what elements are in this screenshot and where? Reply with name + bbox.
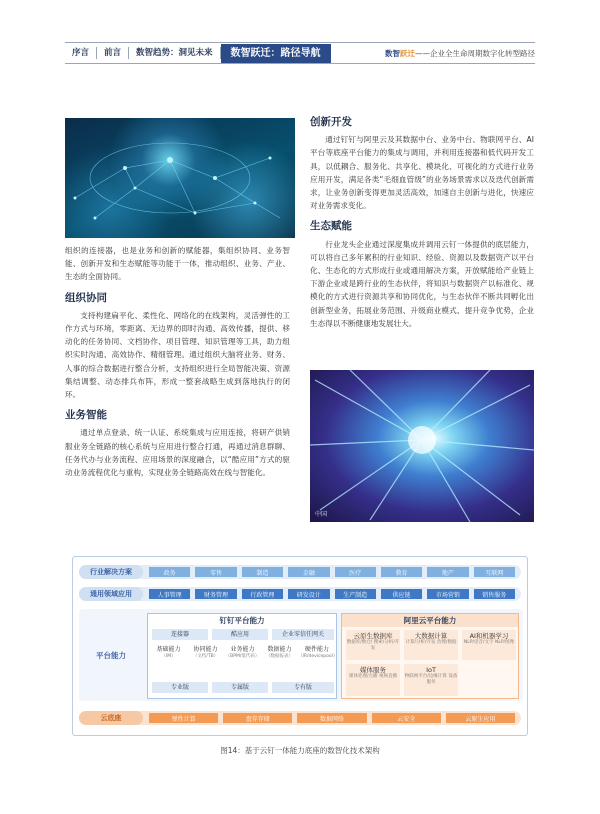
app-tag: 研发设计 bbox=[288, 589, 329, 599]
media-service-box: 媒体服务 媒体处理/点播 视频直播 bbox=[346, 664, 400, 696]
general-apps-label: 通用领域应用 bbox=[79, 587, 143, 601]
industry-tag: 医疗 bbox=[335, 567, 376, 577]
data-tunnel-image bbox=[310, 370, 534, 522]
app-tag: 销售服务 bbox=[474, 589, 515, 599]
big-data-box: 大数据计算 计算/分析/开发 治理/数据 bbox=[404, 630, 458, 660]
figure-caption: 图14：基于云钉一体能力底座的数智化技术架构 bbox=[220, 746, 380, 755]
app-tag: 生产制造 bbox=[335, 589, 376, 599]
app-tag: 财务管理 bbox=[195, 589, 236, 599]
business-intel-paragraph: 通过单点登录、统一认证、系统集成与应用连接，将研产供销服业务全链路的核心系统与应用进行整合打通，再通过消息群聊、任务代办与业务流程、应用场景的深度融合，以“酷应用”方式的驱动业务流程优化与重构，实现业务全链路高效在线与智能化。 bbox=[65, 428, 290, 478]
architecture-diagram bbox=[72, 556, 528, 736]
app-tag: 供应链 bbox=[381, 589, 422, 599]
cloud-native-db-box: 云原生数据库 数据库/数仓/ 搜索/分析/开发 bbox=[346, 630, 400, 660]
org-collab-paragraph: 支持构建扁平化、柔性化、网络化的在线架构，灵活弹性的工作方式与环境，零距离、无边界的即时沟通、高效传播，提供、移动化的任务协同、文档协作、项目管理、知识管理等工具，助力组织实时沟通、高效协作、精细管理。通过组织大脑将业务、财务、人事的综合数据进行整合分析，支持组织进行全局智能决策、资源集结调整、动态排兵布阵，形成一整套战略生成到落地执行的闭环。 bbox=[65, 310, 290, 400]
image-watermark: 中国 bbox=[315, 511, 328, 518]
cloud-base-tag: 云安全 bbox=[372, 713, 441, 723]
left-column bbox=[65, 244, 290, 479]
industry-solutions-label: 行业解决方案 bbox=[79, 565, 143, 579]
industry-solutions-row bbox=[79, 565, 521, 579]
collab-capability-cell: 协同能力 （文档/TB） bbox=[192, 646, 219, 659]
heading-ecosystem: 生态赋能 bbox=[310, 220, 352, 233]
industry-tag: 互联网 bbox=[474, 567, 515, 577]
edition-private: 专有版 bbox=[272, 682, 334, 693]
connector-cell: 连接器 bbox=[152, 629, 208, 640]
innovation-paragraph: 通过钉钉与阿里云及其数据中台、业务中台、物联网平台、AI平台等底座平台能力的集成与调用，并利用连接器和低代码开发工具，以低耦合、服务化、共享化、模块化、可视化的方式进行业务应用开发，满足各类“毛细血管级”的业务场景需求以及迭代创新需求，让业务创新变得更加灵活高效，加速自主创新与进化，快速应对业务需求变化。 bbox=[310, 135, 534, 211]
cloud-base-tag: 数据网络 bbox=[297, 713, 366, 723]
business-capability-cell: 业务能力 （BPM/低代码） bbox=[225, 646, 260, 659]
tab-preface[interactable]: 序言 bbox=[65, 47, 97, 59]
ai-ml-box: AI和机器学习 NLP/语音/文字 NLP/图像 bbox=[462, 630, 516, 660]
hardware-capability-cell: 硬件能力 （IR/devicepool） bbox=[298, 646, 338, 659]
tab-foreword[interactable]: 前言 bbox=[97, 47, 129, 59]
industry-tag: 地产 bbox=[427, 567, 468, 577]
intro-paragraph: 组织的连接器，也是业务和创新的赋能器，集组织协同、业务智能、创新开发和生态赋能等功能于一体，推动组织、业务、产业、生态的全面协同。 bbox=[65, 246, 290, 282]
app-tag: 行政管理 bbox=[242, 589, 283, 599]
aliyun-platform-box bbox=[341, 613, 519, 699]
tab-current-chapter[interactable]: 数智跃迁：路径导航 bbox=[221, 44, 331, 63]
industry-tag: 零售 bbox=[195, 567, 236, 577]
heading-business-intel: 业务智能 bbox=[65, 409, 107, 422]
data-capability-cell: 数据能力 （数据报表） bbox=[266, 646, 293, 659]
iot-box: IoT 物联网平台/边缘计算 设备服务 bbox=[404, 664, 458, 696]
cloud-base-tag: 云原生应用 bbox=[446, 713, 515, 723]
industry-tag: 金融 bbox=[288, 567, 329, 577]
general-apps-row bbox=[79, 587, 521, 601]
cloud-base-tag: 盘存存储 bbox=[223, 713, 292, 723]
ecosystem-paragraph: 行业龙头企业通过深度集成并调用云钉一体提供的底层能力，可以将自己多年累积的行业知识、经验、资源以及数据资产以平台化、生态化的方式形成行业或通用解决方案，开放赋能给产业链上下游企业或是跨行业的生态伙伴，将知识与数据资产以标准化、规模化的方式进行资源共享和协同优化，与生态伙伴不断共同孵化出创新型业务，拓展业务范围、升级商业模式、提升竞争优势，企业生态得以不断健康地发展壮大。 bbox=[310, 239, 534, 328]
book-title: 数智跃迁——企业全生命周期数字化转型路径 bbox=[385, 48, 535, 58]
platform-capabilities bbox=[79, 609, 523, 701]
app-tag: 人事管理 bbox=[149, 589, 190, 599]
dingtalk-title: 钉钉平台能力 bbox=[219, 616, 265, 625]
right-column bbox=[310, 116, 534, 330]
zero-trust-cell: 企业零信任网关 bbox=[272, 629, 334, 640]
cloud-base-row bbox=[79, 711, 521, 725]
aliyun-title: 阿里云平台能力 bbox=[342, 614, 518, 627]
edition-exclusive: 专属版 bbox=[212, 682, 268, 693]
edition-pro: 专业版 bbox=[152, 682, 208, 693]
network-globe-image bbox=[65, 118, 295, 238]
dingtalk-platform-box bbox=[147, 613, 337, 699]
cloud-base-tag: 弹性计算 bbox=[149, 713, 218, 723]
heading-org-collab: 组织协同 bbox=[65, 291, 107, 304]
cloud-base-label: 云底座 bbox=[79, 711, 143, 725]
basic-capability-cell: 基础能力 （IM） bbox=[156, 646, 181, 659]
tab-trends[interactable]: 数智趋势：洞见未来 bbox=[129, 47, 221, 59]
platform-label: 平台能力 bbox=[96, 650, 126, 660]
industry-tag: 政务 bbox=[149, 567, 190, 577]
page-header bbox=[65, 42, 535, 64]
app-tag: 市场营销 bbox=[427, 589, 468, 599]
industry-tag: 教育 bbox=[381, 567, 422, 577]
heading-innovation: 创新开发 bbox=[310, 116, 352, 128]
cool-app-cell: 酷应用 bbox=[212, 629, 268, 640]
industry-tag: 制造 bbox=[242, 567, 283, 577]
